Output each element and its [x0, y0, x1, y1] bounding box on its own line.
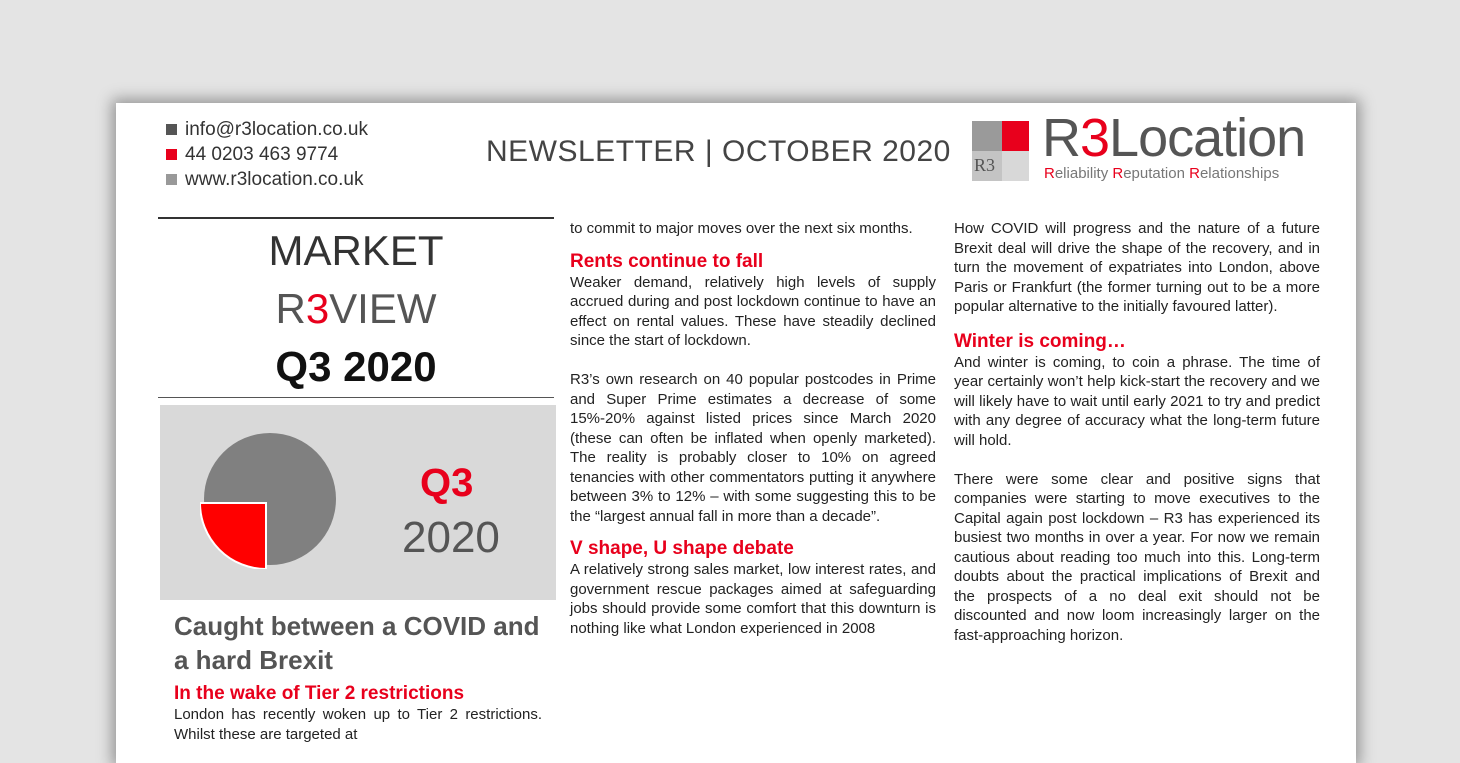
section-heading: Winter is coming…	[954, 330, 1126, 352]
column-2	[570, 219, 936, 638]
paragraph: Weaker demand, relatively high levels of supply accrued during and post lockdown continue to have an effect on rental values. These have steadily declined since the start of lockdown.	[570, 273, 936, 349]
newsletter-title: NEWSLETTER | OCTOBER 2020	[486, 135, 951, 168]
paragraph: How COVID will progress and the nature of a future Brexit deal will drive the shape of the recovery, and in turn the movement of expatriates into London, above Paris or Frankfurt (the former turning out to be a more popular alternative to the initially favoured latter).	[954, 220, 1320, 315]
contact-web-row	[166, 167, 368, 192]
article-headline: Caught between a COVID and a hard Brexit	[174, 611, 540, 675]
column-3	[954, 219, 1320, 645]
square-bullet-icon	[166, 149, 177, 160]
contact-block	[166, 117, 368, 192]
divider	[158, 217, 554, 219]
column-1	[174, 683, 542, 744]
contact-phone-row	[166, 142, 368, 167]
paragraph: There were some clear and positive signs that companies were starting to move executives to the Capital again post lockdown – R3 has experienced its busiest two months in over a year. For now we remain cautious about reading too much into this. Long-term doubts about the practical implications of Brexit and the prospects of a no deal exit should not be discounted and now loom increasingly larger on the fast-approaching horizon.	[954, 470, 1320, 644]
newsletter-page	[116, 103, 1356, 763]
contact-website[interactable]: www.r3location.co.uk	[185, 169, 364, 190]
square-bullet-icon	[166, 124, 177, 135]
paragraph: to commit to major moves over the next six months.	[570, 220, 913, 237]
logo-square	[972, 121, 1002, 151]
contact-email-row	[166, 117, 368, 142]
pie-slice-highlight	[200, 503, 266, 569]
paragraph: A relatively strong sales market, low interest rates, and government rescue packages aimed at safeguarding jobs should provide some comfort that this downturn is nothing like what London experienced in 2008	[570, 561, 936, 637]
square-bullet-icon	[166, 174, 177, 185]
masthead-quarter: Q3 2020	[275, 343, 437, 390]
section-heading: V shape, U shape debate	[570, 538, 794, 559]
logo-badge: R3	[974, 155, 996, 175]
masthead-review: R3VIEW	[275, 285, 437, 332]
graphic-quarter: Q3	[420, 461, 474, 505]
contact-phone[interactable]: 44 0203 463 9774	[185, 144, 339, 165]
logo-wordmark: R3Location	[1042, 108, 1306, 168]
paragraph: R3’s own research on 40 popular postcodes in Prime and Super Prime estimates a decrease of some 15%-20% against listed prices since March 2020 (these can often be inflated when openly marketed). The reality is probably closer to 10% on agreed tenancies with other commentators putting it anywhere between 3% to 12% – with some suggesting this to be the “largest annual fall in more than a decade”.	[570, 371, 936, 525]
section-heading: In the wake of Tier 2 restrictions	[174, 683, 465, 704]
logo-square	[1002, 151, 1029, 181]
masthead-market: MARKET	[268, 227, 444, 274]
quarter-pie	[200, 429, 340, 569]
paragraph: And winter is coming, to coin a phrase. The time of year certainly won’t help kick-start the recovery and we will likely have to wait until early 2021 to try and predict with any degree of accuracy what the long-term future will hold.	[954, 353, 1320, 449]
graphic-year: 2020	[402, 513, 500, 562]
logo-tagline: Reliability Reputation Relationships	[1044, 165, 1280, 182]
logo-square	[1002, 121, 1029, 151]
section-heading: Rents continue to fall	[570, 250, 764, 272]
contact-email[interactable]: info@r3location.co.uk	[185, 119, 368, 140]
divider	[158, 397, 554, 398]
paragraph: London has recently woken up to Tier 2 restrictions. Whilst these are targeted at	[174, 706, 542, 743]
quarter-graphic	[160, 405, 556, 600]
r3location-logo	[972, 108, 1332, 187]
